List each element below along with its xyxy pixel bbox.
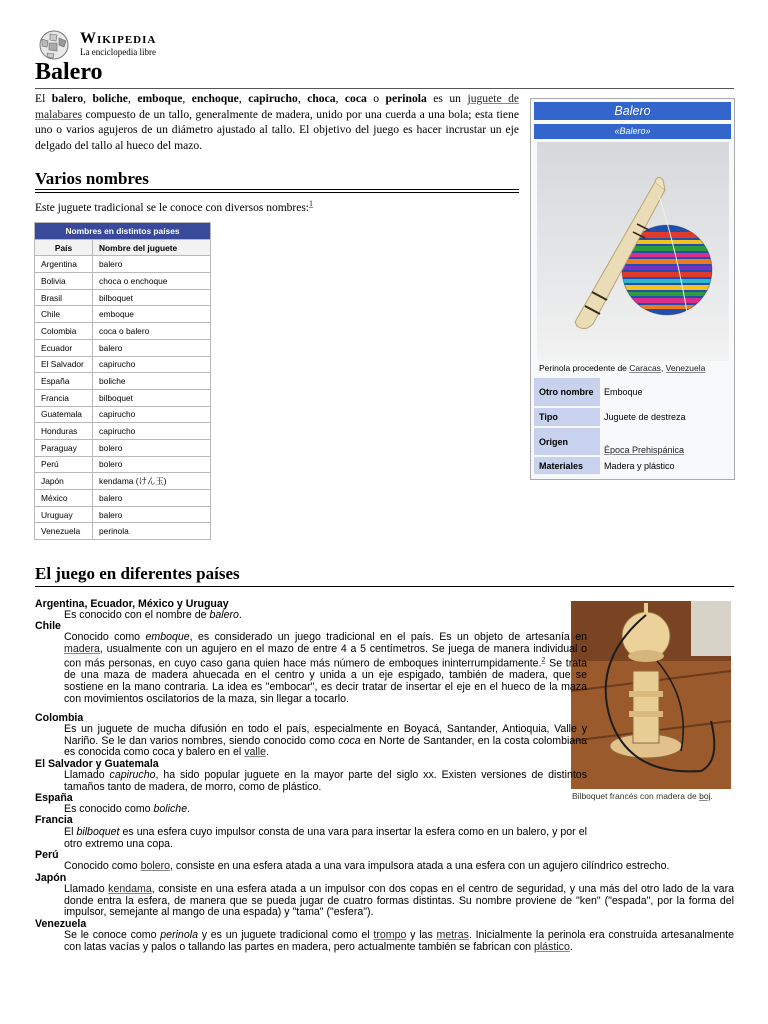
table-row [35, 523, 211, 540]
plastico-link[interactable]: plástico [533, 940, 570, 953]
country-cell: México [35, 490, 93, 507]
country-cell: Colombia [35, 323, 93, 340]
toy-name-cell: capirucho [93, 423, 211, 440]
table-row [35, 373, 211, 390]
term-peru: Perú [35, 849, 59, 861]
col-header-name: Nombre del juguete [93, 239, 211, 256]
toy-name-cell: capirucho [93, 406, 211, 423]
table-row [35, 339, 211, 356]
table-row [35, 273, 211, 290]
desc-japon: Llamado kendama, consiste en una esfera atada a un impulsor con dos copas en el centro de seguridad, y una más del otro lado de la vara donde entra la esfera, de manera que se pueda jugar de cuatro formas distintas. Su nombre proviene de "ken" ("espada", por la forma del impulsor, semejante al mango de una espada) y "tama" ("esfera"). [64, 883, 734, 919]
table-row [35, 439, 211, 456]
toy-name-cell: capirucho [93, 356, 211, 373]
country-cell: Ecuador [35, 339, 93, 356]
bolero-link[interactable]: bolero [140, 860, 171, 872]
juego-heading-rule [35, 586, 734, 587]
page-title: Balero [35, 59, 103, 85]
table-row [35, 256, 211, 273]
country-cell: Chile [35, 306, 93, 323]
ref-1-link[interactable]: 1 [309, 199, 313, 208]
wikipedia-globe-icon[interactable] [35, 29, 73, 61]
term-venezuela: Venezuela [35, 918, 87, 930]
country-cell: Honduras [35, 423, 93, 440]
infobox-label: Tipo [534, 408, 600, 426]
epoca-prehispanica-link[interactable]: Época Prehispánica [604, 445, 685, 455]
desc-peru: Conocido como bolero, consiste en una esfera atada a una vara impulsora atada a una esfera con un agujero cilíndrico estrecho. [64, 860, 670, 872]
toy-name-cell: coca o balero [93, 323, 211, 340]
country-cell: Paraguay [35, 439, 93, 456]
table-row [35, 490, 211, 507]
toy-name-cell: perinola [93, 523, 211, 540]
boj-link[interactable]: boj [699, 791, 711, 801]
country-cell: Bolivia [35, 273, 93, 290]
infobox-label: Materiales [534, 457, 600, 474]
intro-paragraph: El balero, boliche, emboque, enchoque, capirucho, choca, coca o perinola es un juguete de malabares compuesto de un tallo, generalmente de madera, unido por una cuerda a una bola; esta tiene uno o varios agujeros de un diámetro ajustado al tallo. El objetivo del juego es hacer incrustar un eje delgado del tallo al hueco del mazo. [35, 92, 520, 152]
table-row [35, 406, 211, 423]
desc-francia: El bilboquet es una esfera cuyo impulsor consta de una vara para insertar la esfera como en un balero, y por el otro extremo una copa. [64, 826, 587, 850]
table-row [35, 456, 211, 473]
infobox-label: Origen [534, 428, 600, 455]
table-row [35, 356, 211, 373]
toy-name-cell: bilboquet [93, 389, 211, 406]
term-argentina: Argentina, Ecuador, México y Uruguay [35, 598, 229, 610]
toy-name-cell: bolero [93, 456, 211, 473]
infobox-value: Juguete de destreza [604, 412, 686, 422]
varios-heading-rule [35, 189, 519, 190]
infobox-row-otro-nombre [534, 378, 731, 406]
varios-nombres-text: Este juguete tradicional se le conoce con diversos nombres:$^1$ [35, 199, 313, 214]
country-cell: España [35, 373, 93, 390]
madera-link[interactable]: madera [64, 642, 100, 655]
varios-heading-rule-2 [35, 192, 519, 193]
infobox-row-materiales [534, 457, 731, 474]
desc-el-salvador: Llamado capirucho, ha sido popular juguete en la mayor parte del siglo xx. Existen versiones de distintos tamaños tanto de madera, de morro, como de plástico. [64, 769, 587, 793]
country-cell: Uruguay [35, 506, 93, 523]
title-divider [35, 88, 734, 89]
toy-name-cell: choca o enchoque [93, 273, 211, 290]
juego-heading: El juego en diferentes países [35, 564, 240, 583]
toy-name-cell: emboque [93, 306, 211, 323]
table-row [35, 423, 211, 440]
country-cell: El Salvador [35, 356, 93, 373]
balero-photo[interactable] [537, 142, 729, 361]
names-table-caption: Nombres en distintos países [35, 223, 211, 240]
toy-name-cell: kendama (けん玉) [93, 473, 211, 490]
table-row [35, 289, 211, 306]
toy-name-cell: balero [93, 256, 211, 273]
term-espana: España [35, 792, 73, 804]
toy-name-cell: bilboquet [93, 289, 211, 306]
country-cell: Argentina [35, 256, 93, 273]
infobox-row-tipo [534, 408, 731, 426]
infobox-subtitle: «Balero» [534, 124, 731, 139]
infobox-caption: Perinola procedente de Caracas, Venezuela [539, 363, 706, 373]
infobox-label: Otro nombre [534, 378, 600, 406]
table-row [35, 323, 211, 340]
term-colombia: Colombia [35, 712, 84, 724]
bilboquet-caption: Bilboquet francés con madera de boj. [572, 791, 713, 801]
toy-name-cell: balero [93, 490, 211, 507]
bilboquet-photo[interactable] [571, 601, 731, 789]
names-table [34, 222, 211, 540]
desc-espana: Es conocido como boliche. [64, 803, 191, 815]
infobox [530, 98, 735, 480]
desc-argentina: Es conocido con el nombre de balero. [64, 609, 242, 621]
country-cell: Venezuela [35, 523, 93, 540]
desc-venezuela: Se le conoce como perinola y es un juguete tradicional como el trompo y las metras. Inicialmente la perinola era construida artesanalmente con latas vacías y palos o tallando las partes en madera, pero actualmente también se fabrican con plástico. [64, 929, 734, 953]
term-el-salvador: El Salvador y Guatemala [35, 758, 159, 770]
valle-link[interactable]: valle [244, 746, 266, 759]
infobox-title: Balero [534, 102, 731, 120]
toy-name-cell: bolero [93, 439, 211, 456]
toy-name-cell: boliche [93, 373, 211, 390]
caracas-link[interactable]: Caracas [629, 363, 661, 373]
toy-name-cell: balero [93, 339, 211, 356]
infobox-value: Madera y plástico [604, 460, 675, 471]
metras-link[interactable]: metras [436, 929, 469, 941]
term-chile: Chile [35, 620, 61, 632]
wikipedia-tagline: La enciclopedia libre [80, 47, 156, 57]
country-cell: Japón [35, 473, 93, 490]
varios-nombres-heading: Varios nombres [35, 169, 149, 188]
table-row [35, 473, 211, 490]
country-cell: Perú [35, 456, 93, 473]
kendama-link[interactable]: kendama [108, 883, 152, 895]
table-row [35, 506, 211, 523]
desc-chile: Conocido como emboque, es considerado un juego tradicional en el país. Es un objeto de artesanía en madera, usualmente con un agujero en el mazo de entre 4 a 5 centímetros. Se juega de manera individual o con más personas, en cuyo caso gana quien hace más número de emboques ininterrumpidamente.$^2$ Se trata de una maza de madera ahuecada en el centro y unida a un eje espigado, también de madera, que se sostiene en la mano contraria. La idea es "embocar", es decir tratar de insertar el eje en el hueco de la maza con movimientos oscilatorios de la maza, sin llegar a tocarlo. [64, 631, 587, 705]
term-francia: Francia [35, 814, 73, 826]
infobox-value: Emboque [604, 387, 643, 397]
toy-name-cell: balero [93, 506, 211, 523]
infobox-row-origen [534, 428, 731, 455]
table-row [35, 306, 211, 323]
ref-2-link[interactable]: 2 [541, 657, 546, 665]
trompo-link[interactable]: trompo [373, 929, 407, 941]
country-cell: Francia [35, 389, 93, 406]
col-header-country: País [35, 239, 93, 256]
country-cell: Guatemala [35, 406, 93, 423]
wikipedia-wordmark[interactable]: Wikipedia [80, 30, 157, 47]
table-row [35, 389, 211, 406]
term-japon: Japón [35, 872, 67, 884]
desc-colombia: Es un juguete de mucha difusión en todo el país, especialmente en Boyacá, Santander, Antioquia, Valle y Nariño. Se le dan varios nombres, siendo conocido como coca en Norte de Santander, en la costa colombiana es conocida como coca y balero en el valle. [64, 723, 587, 759]
country-cell: Brasil [35, 289, 93, 306]
juguete-de-malabares-link[interactable]: juguete de malabares [35, 92, 520, 121]
venezuela-link[interactable]: Venezuela [665, 363, 706, 373]
